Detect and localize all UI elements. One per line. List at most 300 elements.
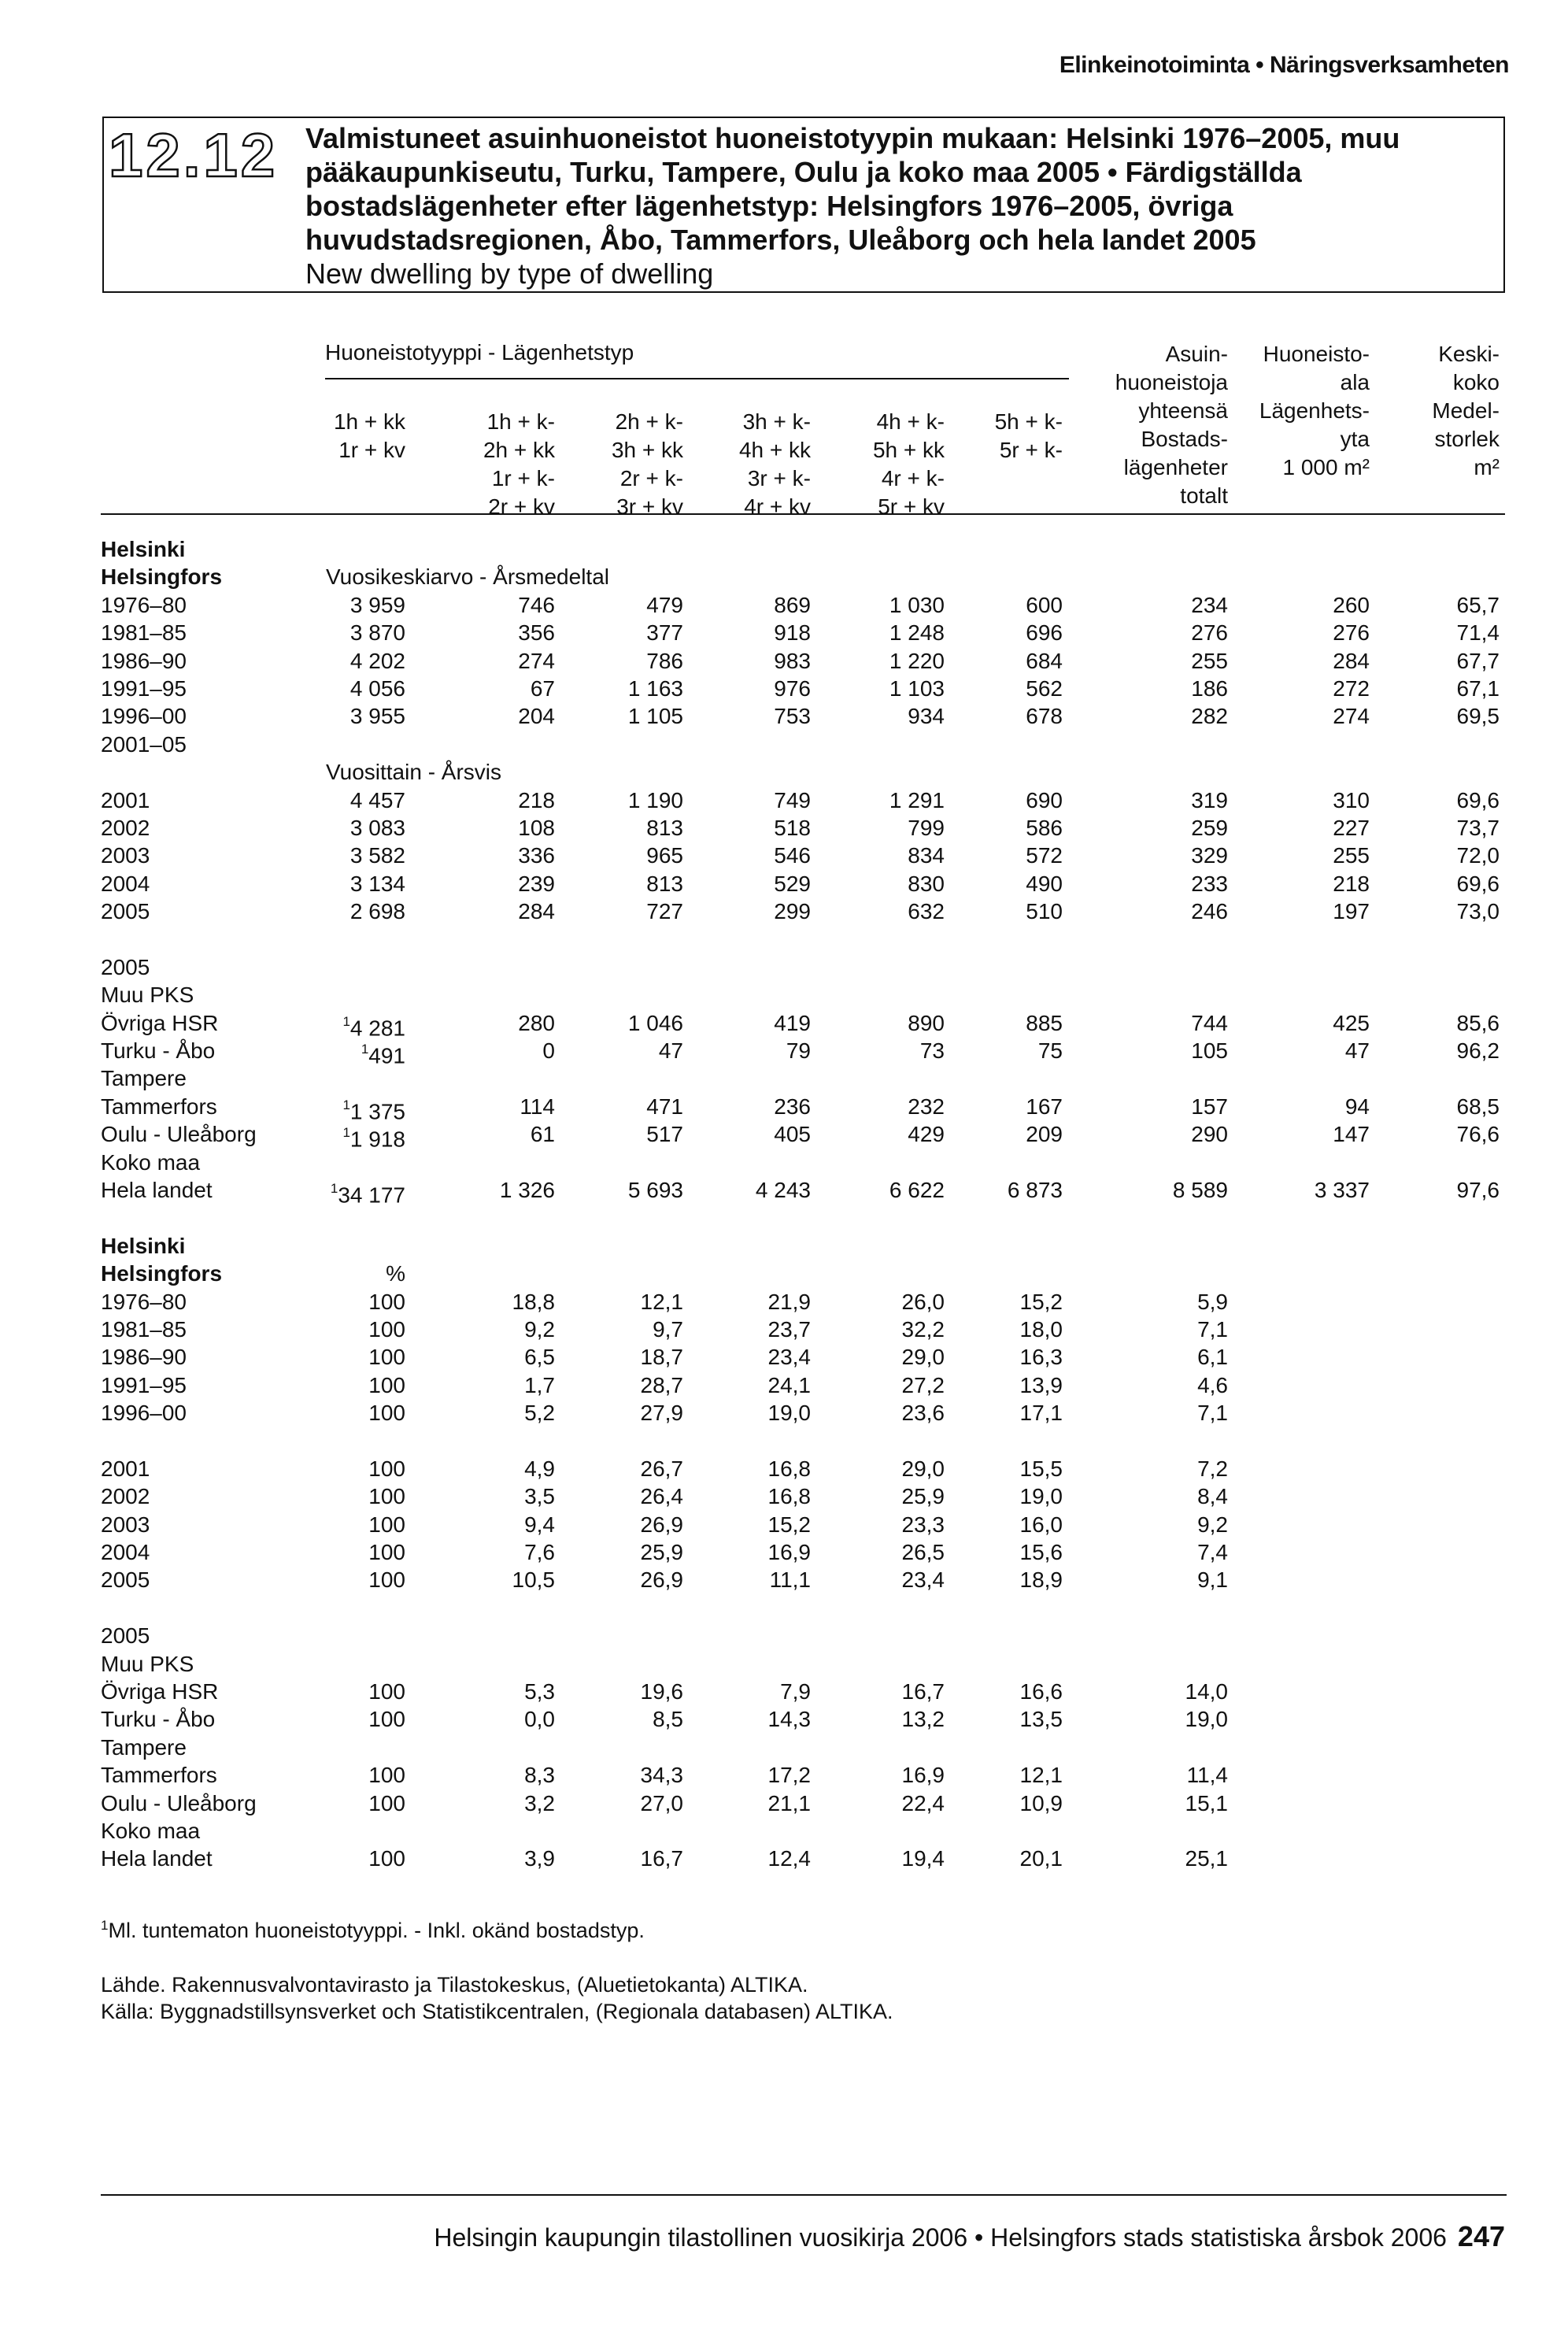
table-row	[0, 1371, 1568, 1399]
table-cell: 100	[368, 1401, 405, 1426]
table-row	[0, 1316, 1568, 1343]
table-cell: 7,4	[1197, 1540, 1228, 1565]
table-cell: 3 337	[1314, 1177, 1370, 1202]
row-label: Tampere	[101, 1066, 187, 1091]
table-cell: 7,9	[780, 1679, 811, 1704]
row-label: Turku - Åbo	[101, 1707, 216, 1732]
table-cell: 529	[774, 871, 811, 896]
row-label: 2005	[101, 1623, 150, 1649]
table-cell: 7,2	[1197, 1456, 1228, 1481]
table-cell: 97,6	[1456, 1177, 1500, 1202]
table-cell: 23,7	[767, 1316, 811, 1342]
row-label: 1991–95	[101, 675, 187, 701]
row-label: 1996–00	[101, 704, 187, 729]
table-cell: 114	[520, 1094, 555, 1119]
table-cell: 799	[908, 815, 945, 840]
table-cell: 744	[1191, 1010, 1228, 1035]
table-row	[0, 1204, 1568, 1231]
table-cell: 16,7	[901, 1679, 945, 1704]
table-cell: 572	[1026, 843, 1063, 868]
table-cell: 5,9	[1197, 1289, 1228, 1314]
page-footer: Helsingin kaupungin tilastollinen vuosikirja 2006 • Helsingfors stads statistiska årsbok 2006 247	[434, 2220, 1505, 2252]
row-label: 2005	[101, 954, 150, 979]
table-title	[305, 121, 1486, 291]
table-cell: 934	[908, 704, 945, 729]
source-swedish: Källa: Byggnadstillsynsverket och Statistikcentralen, (Regionala databasen) ALTIKA.	[101, 2000, 893, 2023]
table-cell: 3 083	[349, 815, 405, 840]
column-header-9: Keski- koko Medel- storlek m²	[1432, 342, 1500, 479]
table-cell: 15,6	[1019, 1540, 1063, 1565]
table-cell: 232	[908, 1094, 945, 1119]
table-cell: 65,7	[1456, 592, 1500, 617]
table-cell: 1 105	[627, 704, 683, 729]
table-row	[0, 647, 1568, 675]
table-cell: 76,6	[1456, 1122, 1500, 1147]
table-cell: 11,1	[769, 1567, 811, 1593]
table-cell: 260	[1333, 592, 1370, 617]
table-cell: 16,7	[640, 1846, 683, 1871]
table-row	[0, 1093, 1568, 1124]
column-header-4: 3h + k- 4h + kk 3r + k- 4r + kv	[738, 409, 811, 519]
table-cell: 19,0	[1185, 1707, 1228, 1732]
table-cell: 14,3	[767, 1707, 811, 1732]
table-cell: 75	[1037, 1038, 1063, 1064]
table-cell: 259	[1191, 815, 1228, 840]
table-cell: 419	[774, 1010, 811, 1035]
table-cell: 26,5	[901, 1540, 945, 1565]
table-cell: 918	[774, 620, 811, 646]
table-cell: 34,3	[640, 1763, 683, 1788]
table-cell: 67,7	[1456, 648, 1500, 673]
table-cell: 690	[1026, 787, 1063, 812]
table-cell: 100	[368, 1289, 405, 1314]
table-row	[0, 1482, 1568, 1510]
table-cell: 749	[774, 787, 811, 812]
table-cell: 73	[919, 1038, 945, 1064]
table-cell: 72,0	[1456, 843, 1500, 868]
table-cell: 471	[646, 1094, 683, 1119]
table-row	[0, 1705, 1568, 1733]
table-cell: %	[386, 1261, 405, 1286]
row-label: Övriga HSR	[101, 1010, 219, 1035]
table-cell: 227	[1333, 815, 1370, 840]
table-cell: 26,9	[640, 1512, 683, 1537]
table-cell: 9,2	[1197, 1512, 1228, 1537]
table-cell: 157	[1191, 1094, 1228, 1119]
row-label: Koko maa	[101, 1818, 201, 1843]
table-cell: 869	[774, 592, 811, 617]
table-cell: 17,2	[767, 1763, 811, 1788]
table-cell: 280	[518, 1010, 555, 1035]
table-cell: 4 202	[349, 648, 405, 673]
row-label: 1986–90	[101, 1345, 187, 1370]
table-cell: 17,1	[1019, 1401, 1063, 1426]
table-cell: 25,9	[901, 1484, 945, 1509]
table-cell: 5 693	[627, 1177, 683, 1202]
table-cell: 21,1	[767, 1790, 811, 1815]
row-label: 1976–80	[101, 1289, 187, 1314]
table-cell: 429	[908, 1122, 945, 1147]
row-label: 1986–90	[101, 648, 187, 673]
table-cell: 405	[774, 1122, 811, 1147]
table-cell: 284	[1333, 648, 1370, 673]
table-cell: 26,0	[901, 1289, 945, 1314]
table-cell: 746	[518, 592, 555, 617]
table-cell: 1 326	[499, 1177, 555, 1202]
page-number: 247	[1457, 2220, 1505, 2252]
table-cell: 100	[368, 1846, 405, 1871]
table-cell: 813	[646, 871, 683, 896]
table-cell: 276	[1191, 620, 1228, 646]
table-row	[0, 1734, 1568, 1761]
table-row	[0, 1427, 1568, 1455]
row-label: Helsinki	[101, 1233, 186, 1258]
footer-rule	[101, 2194, 1507, 2196]
table-cell: 1 030	[889, 592, 945, 617]
row-label: 2005	[101, 1567, 150, 1593]
table-cell: 3 870	[349, 620, 405, 646]
row-label: Hela landet	[101, 1846, 213, 1871]
table-cell: 100	[368, 1763, 405, 1788]
row-label: 2002	[101, 815, 150, 840]
table-cell: 233	[1191, 871, 1228, 896]
table-cell: 632	[908, 899, 945, 924]
header-rule	[101, 513, 1505, 515]
table-cell: 4,9	[524, 1456, 555, 1481]
table-cell: 79	[786, 1038, 811, 1064]
table-cell: 18,9	[1019, 1567, 1063, 1593]
table-cell: 6 622	[889, 1177, 945, 1202]
title-english: New dwelling by type of dwelling	[305, 257, 714, 290]
column-header-7: Asuin- huoneistoja yhteensä Bostads- lägenheter totalt	[1115, 342, 1228, 508]
table-cell: 9,7	[653, 1316, 683, 1342]
table-title-box	[102, 117, 1505, 293]
table-cell: 1 291	[889, 787, 945, 812]
table-cell: 3,2	[524, 1790, 555, 1815]
table-cell: 830	[908, 871, 945, 896]
table-cell: 356	[518, 620, 555, 646]
row-label: 2005	[101, 899, 150, 924]
table-cell: 16,9	[767, 1540, 811, 1565]
table-row	[0, 898, 1568, 925]
row-label: Tammerfors	[101, 1094, 217, 1119]
table-cell: 4 457	[349, 787, 405, 812]
table-cell: 85,6	[1456, 1010, 1500, 1035]
table-cell: 336	[518, 843, 555, 868]
table-cell: 16,8	[767, 1484, 811, 1509]
table-row	[0, 1343, 1568, 1371]
table-cell: 9,2	[524, 1316, 555, 1342]
table-cell: 299	[774, 899, 811, 924]
table-body	[0, 535, 1568, 1873]
table-cell: 1 046	[627, 1010, 683, 1035]
table-row	[0, 1064, 1568, 1092]
table-cell: 246	[1191, 899, 1228, 924]
table-cell: 108	[518, 815, 555, 840]
row-label: 1996–00	[101, 1401, 187, 1426]
table-cell: $^1$491	[361, 1042, 405, 1068]
table-cell: 47	[1344, 1038, 1370, 1064]
table-cell: 12,4	[767, 1846, 811, 1871]
table-row	[0, 1120, 1568, 1152]
column-header-5: 4h + k- 5h + kk 4r + k- 5r + kv	[872, 409, 945, 519]
table-cell: 3,5	[524, 1484, 555, 1509]
table-cell: 29,0	[901, 1456, 945, 1481]
row-label: Tammerfors	[101, 1763, 217, 1788]
table-cell: 2 698	[349, 899, 405, 924]
table-cell: 983	[774, 648, 811, 673]
table-cell: 16,6	[1019, 1679, 1063, 1704]
table-cell: 885	[1026, 1010, 1063, 1035]
table-row	[0, 1594, 1568, 1622]
table-cell: 73,0	[1456, 899, 1500, 924]
title-finnish: Valmistuneet asuinhuoneistot huoneistotyypin mukaan: Helsinki 1976–2005, muu pääkaupunkiseutu, Turku, Tampere, Oulu ja koko maa 2005	[305, 122, 1400, 188]
table-row	[0, 1037, 1568, 1068]
row-label: 1981–85	[101, 1316, 187, 1342]
column-header-6: 5h + k- 5r + k-	[994, 409, 1063, 462]
table-cell: 105	[1191, 1038, 1228, 1064]
table-row	[0, 758, 1568, 786]
table-cell: 684	[1026, 648, 1063, 673]
table-row	[0, 1789, 1568, 1817]
column-group-label: Huoneistotyyppi - Lägenhetstyp	[325, 340, 634, 365]
table-cell: 15,5	[1019, 1456, 1063, 1481]
table-row	[0, 870, 1568, 898]
table-cell: 284	[518, 899, 555, 924]
table-cell: 100	[368, 1372, 405, 1397]
table-cell: 47	[658, 1038, 683, 1064]
table-cell: 23,6	[901, 1401, 945, 1426]
table-cell: 100	[368, 1567, 405, 1593]
table-cell: 27,9	[640, 1401, 683, 1426]
table-row	[0, 953, 1568, 981]
table-cell: 425	[1333, 1010, 1370, 1035]
column-header-3: 2h + k- 3h + kk 2r + k- 3r + kv	[611, 409, 683, 519]
table-cell: 8,4	[1197, 1484, 1228, 1509]
section-note: Vuosikeskiarvo - Årsmedeltal	[326, 564, 609, 590]
table-row	[0, 1845, 1568, 1872]
table-cell: 94	[1344, 1094, 1370, 1119]
table-cell: 319	[1191, 787, 1228, 812]
row-label: 2004	[101, 871, 150, 896]
table-cell: 18,8	[512, 1289, 555, 1314]
table-cell: 276	[1333, 620, 1370, 646]
table-cell: 600	[1026, 592, 1063, 617]
table-cell: 6,5	[524, 1345, 555, 1370]
table-cell: 9,1	[1197, 1567, 1228, 1593]
table-cell: 517	[646, 1122, 683, 1147]
table-cell: $^1$1 375	[342, 1097, 405, 1124]
table-cell: 61	[530, 1122, 555, 1147]
table-cell: 12,1	[1019, 1763, 1063, 1788]
table-cell: 310	[1333, 787, 1370, 812]
table-cell: 4,6	[1197, 1372, 1228, 1397]
table-row	[0, 1511, 1568, 1538]
table-row	[0, 1232, 1568, 1260]
row-label: 2003	[101, 843, 150, 868]
table-cell: 204	[518, 704, 555, 729]
table-row	[0, 675, 1568, 702]
table-cell: 26,4	[640, 1484, 683, 1509]
table-cell: 3 955	[349, 704, 405, 729]
row-label: Turku - Åbo	[101, 1038, 216, 1064]
table-cell: 20,1	[1019, 1846, 1063, 1871]
row-label: Helsingfors	[101, 1261, 223, 1286]
table-cell: 14,0	[1185, 1679, 1228, 1704]
table-cell: 100	[368, 1484, 405, 1509]
table-cell: 22,4	[901, 1790, 945, 1815]
table-cell: 19,0	[767, 1401, 811, 1426]
row-label: 2002	[101, 1484, 150, 1509]
table-cell: 71,4	[1456, 620, 1500, 646]
table-cell: 4 243	[755, 1177, 811, 1202]
table-row	[0, 731, 1568, 758]
table-row	[0, 1288, 1568, 1316]
table-cell: $^1$34 177	[330, 1180, 405, 1208]
table-row	[0, 1817, 1568, 1845]
table-cell: 167	[1026, 1094, 1063, 1119]
table-row	[0, 786, 1568, 814]
table-row	[0, 981, 1568, 1009]
row-label: Muu PKS	[101, 983, 194, 1008]
row-label: Oulu - Uleåborg	[101, 1790, 257, 1815]
table-cell: 377	[646, 620, 683, 646]
table-cell: 209	[1026, 1122, 1063, 1147]
table-cell: 218	[1333, 871, 1370, 896]
table-cell: 197	[1333, 899, 1370, 924]
table-cell: 100	[368, 1512, 405, 1537]
table-cell: 16,3	[1019, 1345, 1063, 1370]
table-cell: 479	[646, 592, 683, 617]
table-cell: 23,4	[767, 1345, 811, 1370]
table-cell: 234	[1191, 592, 1228, 617]
table-cell: 8 589	[1172, 1177, 1228, 1202]
table-cell: 186	[1191, 675, 1228, 701]
table-cell: 27,2	[901, 1372, 945, 1397]
table-cell: 15,1	[1185, 1790, 1228, 1815]
table-cell: 18,0	[1019, 1316, 1063, 1342]
table-cell: 100	[368, 1679, 405, 1704]
table-cell: 8,5	[653, 1707, 683, 1732]
source-finnish: Lähde. Rakennusvalvontavirasto ja Tilastokeskus, (Aluetietokanta) ALTIKA.	[101, 1973, 808, 1997]
row-label: 2003	[101, 1512, 150, 1537]
table-cell: 23,3	[901, 1512, 945, 1537]
table-row	[0, 925, 1568, 953]
table-cell: 29,0	[901, 1345, 945, 1370]
running-header: Elinkeinotoiminta • Näringsverksamheten	[1059, 52, 1509, 78]
table-cell: 3,9	[524, 1846, 555, 1871]
row-label: 2001–05	[101, 731, 187, 757]
row-label: Helsingfors	[101, 564, 223, 590]
table-cell: 69,6	[1456, 871, 1500, 896]
table-cell: 696	[1026, 620, 1063, 646]
table-cell: 727	[646, 899, 683, 924]
table-cell: 11,4	[1186, 1763, 1228, 1788]
table-row	[0, 1678, 1568, 1705]
table-cell: 274	[1333, 704, 1370, 729]
table-cell: 69,5	[1456, 704, 1500, 729]
column-group-rule	[325, 378, 1069, 379]
table-cell: 18,7	[640, 1345, 683, 1370]
table-cell: 890	[908, 1010, 945, 1035]
table-cell: 510	[1026, 899, 1063, 924]
row-label: Tampere	[101, 1734, 187, 1760]
table-cell: 28,7	[640, 1372, 683, 1397]
row-label: Hela landet	[101, 1177, 213, 1202]
table-row	[0, 591, 1568, 619]
table-cell: 3 134	[349, 871, 405, 896]
table-cell: 12,1	[640, 1289, 683, 1314]
table-cell: 7,1	[1197, 1316, 1228, 1342]
table-cell: 21,9	[767, 1289, 811, 1314]
row-label: Oulu - Uleåborg	[101, 1122, 257, 1147]
row-label: 1976–80	[101, 592, 187, 617]
table-cell: 6 873	[1007, 1177, 1063, 1202]
table-row	[0, 619, 1568, 646]
table-cell: 1 248	[889, 620, 945, 646]
footnote: $^1$Ml. tuntematon huoneistotyyppi. - Inkl. okänd bostadstyp.	[101, 1918, 645, 1942]
table-cell: 562	[1026, 675, 1063, 701]
table-cell: 834	[908, 843, 945, 868]
table-cell: 1 103	[889, 675, 945, 701]
table-cell: 16,9	[901, 1763, 945, 1788]
title-swedish: • Färdigställda bostadslägenheter efter lägenhetstyp: Helsingfors 1976–2005, övriga huvudstadsregionen, Åbo, Tammerfors, Uleåborg och hela landet 2005	[305, 156, 1302, 256]
table-cell: 147	[1333, 1122, 1370, 1147]
table-cell: 100	[368, 1456, 405, 1481]
table-cell: 24,1	[767, 1372, 811, 1397]
table-cell: 19,0	[1019, 1484, 1063, 1509]
row-label: 1981–85	[101, 620, 187, 646]
table-cell: 9,4	[524, 1512, 555, 1537]
table-cell: 27,0	[640, 1790, 683, 1815]
table-cell: 5,2	[524, 1401, 555, 1426]
table-cell: 15,2	[1019, 1289, 1063, 1314]
table-row	[0, 702, 1568, 730]
table-cell: 100	[368, 1345, 405, 1370]
section-note: Vuosittain - Årsvis	[326, 760, 502, 785]
table-cell: 100	[368, 1316, 405, 1342]
table-cell: 678	[1026, 704, 1063, 729]
table-cell: 546	[774, 843, 811, 868]
row-label: 1991–95	[101, 1372, 187, 1397]
table-cell: 965	[646, 843, 683, 868]
table-cell: 7,1	[1197, 1401, 1228, 1426]
table-cell: 23,4	[901, 1567, 945, 1593]
row-label: Övriga HSR	[101, 1679, 219, 1704]
table-cell: 13,2	[901, 1707, 945, 1732]
table-cell: $^1$4 281	[342, 1013, 405, 1040]
table-cell: 1 163	[627, 675, 683, 701]
table-cell: 26,7	[640, 1456, 683, 1481]
table-cell: 10,5	[512, 1567, 555, 1593]
table-row	[0, 1622, 1568, 1649]
table-cell: 3 582	[349, 843, 405, 868]
table-cell: 0	[542, 1038, 555, 1064]
table-row	[0, 1009, 1568, 1040]
table-cell: 13,5	[1019, 1707, 1063, 1732]
table-cell: 100	[368, 1540, 405, 1565]
table-cell: 976	[774, 675, 811, 701]
table-cell: 4 056	[349, 675, 405, 701]
table-row	[0, 842, 1568, 869]
table-cell: 518	[774, 815, 811, 840]
table-cell: 5,3	[524, 1679, 555, 1704]
column-header-8: Huoneisto- ala Lägenhets- yta 1 000 m²	[1259, 342, 1370, 479]
table-cell: 3 959	[349, 592, 405, 617]
table-cell: 67	[530, 675, 555, 701]
table-cell: 274	[518, 648, 555, 673]
table-row	[0, 535, 1568, 563]
